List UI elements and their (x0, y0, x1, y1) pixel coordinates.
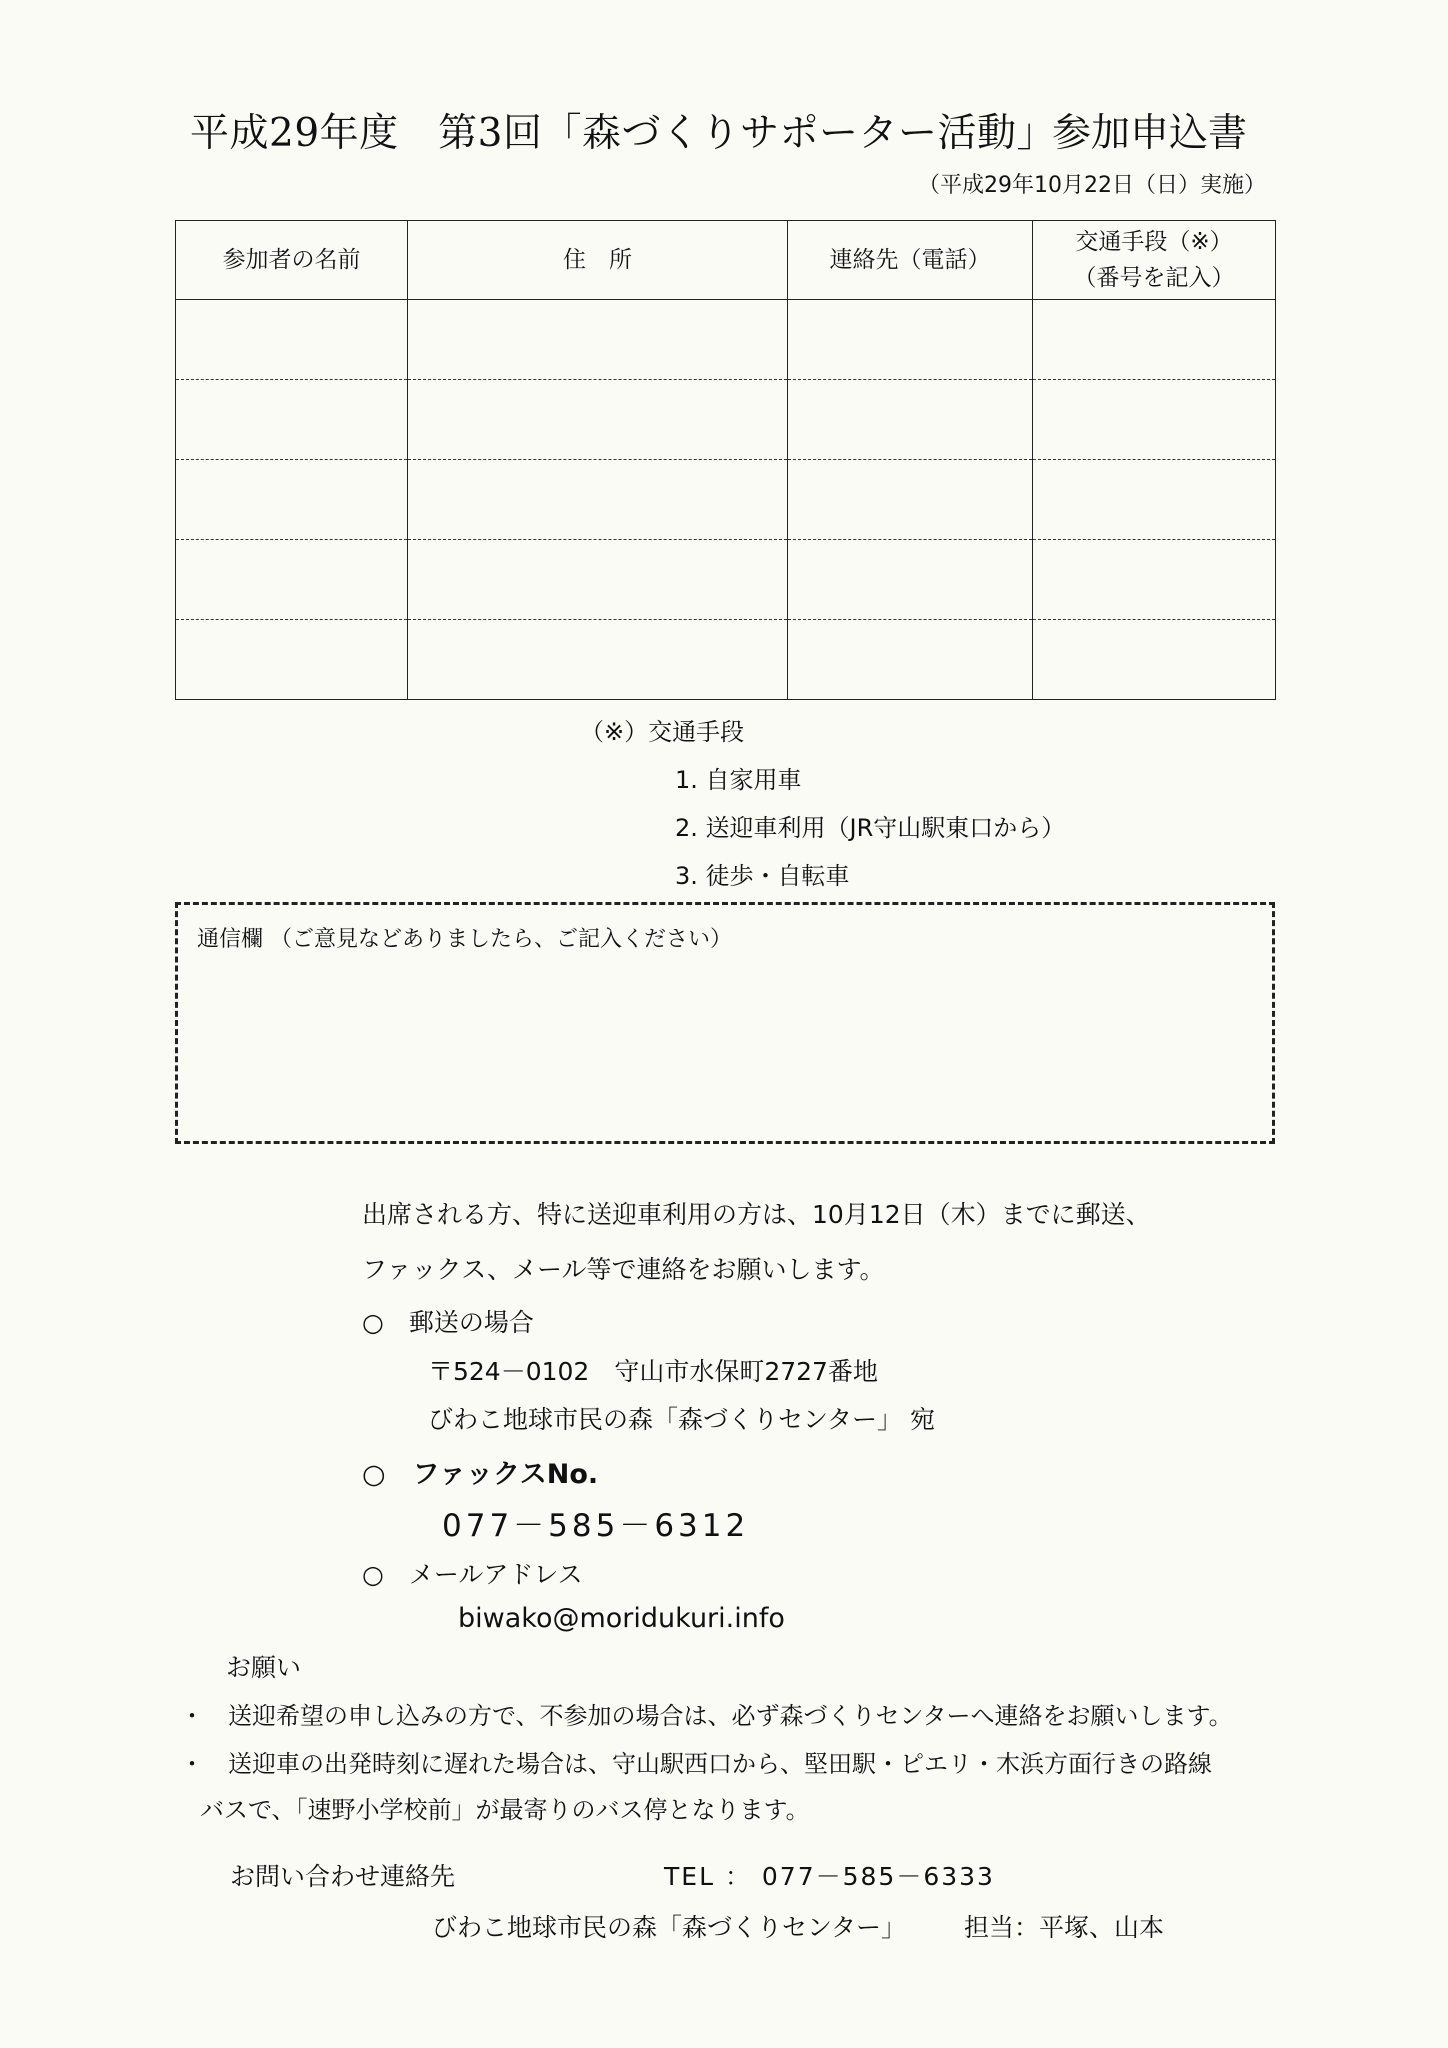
contact-instruction-1: 出席される方、特に送迎車利用の方は、10月12日（木）までに郵送、 (362, 1200, 1151, 1229)
name-cell[interactable] (176, 460, 408, 540)
transport-cell[interactable] (1033, 620, 1276, 700)
transport-option-car: 1. 自家用車 (675, 766, 802, 794)
name-cell[interactable] (176, 300, 408, 380)
transport-option-shuttle: 2. 送迎車利用（JR守山駅東口から） (675, 814, 1066, 842)
name-cell[interactable] (176, 540, 408, 620)
transport-cell[interactable] (1033, 460, 1276, 540)
address-cell[interactable] (408, 620, 788, 700)
transport-cell[interactable] (1033, 380, 1276, 460)
comment-label: 通信欄 （ご意見などありましたら、ご記入ください） (197, 927, 732, 952)
fax-number: 077－585－6312 (442, 1508, 750, 1544)
address-cell[interactable] (408, 380, 788, 460)
table-row (176, 380, 1276, 460)
phone-cell[interactable] (788, 540, 1033, 620)
table-row (176, 300, 1276, 380)
transport-cell[interactable] (1033, 540, 1276, 620)
inquiry-staff: 担当：平塚、山本 (964, 1913, 1165, 1942)
table-row (176, 620, 1276, 700)
inquiry-org: びわこ地球市民の森「森づくりセンター」 (432, 1913, 907, 1942)
phone-cell[interactable] (788, 300, 1033, 380)
mail-address: 〒524－0102 守山市水保町2727番地 (428, 1357, 878, 1386)
email-heading: ○ メールアドレス (362, 1560, 583, 1589)
request-item-2: ・ 送迎車の出発時刻に遅れた場合は、守山駅西口から、堅田駅・ピエリ・木浜方面行きの路線 (180, 1750, 1212, 1778)
address-cell[interactable] (408, 300, 788, 380)
table-row (176, 540, 1276, 620)
column-name: 参加者の名前 (176, 221, 408, 300)
address-cell[interactable] (408, 460, 788, 540)
requests-heading: お願い (226, 1653, 302, 1682)
transport-cell[interactable] (1033, 300, 1276, 380)
mail-recipient: びわこ地球市民の森「森づくりセンター」 宛 (428, 1405, 935, 1434)
name-cell[interactable] (176, 620, 408, 700)
phone-cell[interactable] (788, 380, 1033, 460)
request-item-1: ・ 送迎希望の申し込みの方で、不参加の場合は、必ず森づくりセンターへ連絡をお願いします。 (180, 1702, 1233, 1730)
transport-heading: （※）交通手段 (580, 718, 745, 746)
fax-heading: ○ ファックスNo. (362, 1459, 599, 1490)
registration-table (175, 220, 1276, 700)
table-row (176, 460, 1276, 540)
event-date: （平成29年10月22日（日）実施） (918, 173, 1266, 198)
column-address: 住 所 (408, 221, 788, 300)
column-transport (1033, 221, 1276, 300)
transport-option-walk-bike: 3. 徒歩・自転車 (675, 862, 850, 890)
page-title: 平成29年度 第3回「森づくりサポーター活動」 (190, 111, 1056, 156)
mail-heading: ○ 郵送の場合 (362, 1308, 534, 1337)
phone-cell[interactable] (788, 620, 1033, 700)
inquiry-tel: TEL ： 077－585－6333 (664, 1862, 995, 1891)
column-transport-label: 交通手段（※） (1075, 229, 1233, 255)
contact-instruction-2: ファックス、メール等で連絡をお願いします。 (362, 1255, 885, 1284)
address-cell[interactable] (408, 540, 788, 620)
column-phone: 連絡先（電話） (788, 221, 1033, 300)
inquiry-label: お問い合わせ連絡先 (230, 1862, 456, 1891)
request-item-2-cont: バスで、「速野小学校前」が最寄りのバス停となります。 (200, 1796, 810, 1824)
page-title-suffix: 参加申込書 (1052, 111, 1248, 156)
name-cell[interactable] (176, 380, 408, 460)
email-address: biwako@moridukuri.info (458, 1603, 785, 1634)
phone-cell[interactable] (788, 460, 1033, 540)
column-transport-note: （番号を記入） (1073, 265, 1235, 291)
